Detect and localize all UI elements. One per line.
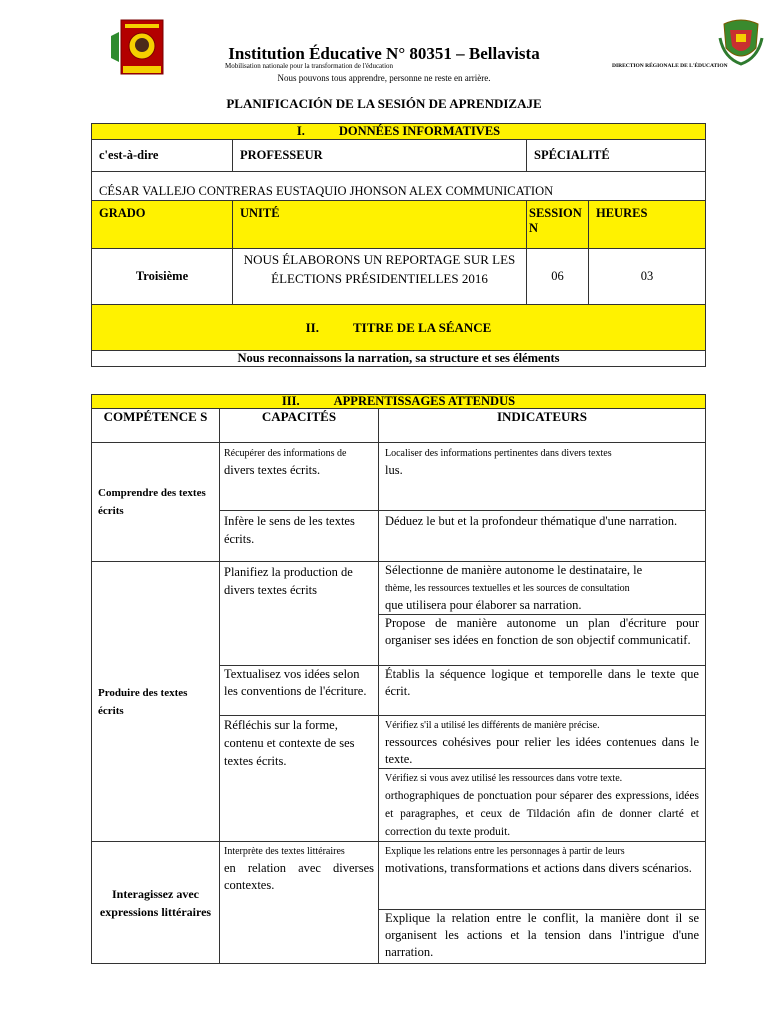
capacity-reflechis: Réfléchis sur la forme, contenu et contexte de ses textes écrits. (220, 716, 379, 842)
section-1-heading: I. DONNÉES INFORMATIVES (92, 124, 706, 140)
indicator-verifiez-ressources: Vérifiez s'il a utilisé les différents de manière précise. ressources cohésives pour relier les idées contenues dans le texte. (379, 716, 706, 769)
indicator-explique-conflit: Explique la relation entre le conflit, la manière dont il se organisent les actions et la tension dans l'intrigue d'une narration. (379, 910, 706, 964)
indicator-etablis: Établis la séquence logique et temporelle dans le texte que écrit. (379, 666, 706, 716)
indicator-propose: Propose de manière autonome un plan d'écriture pour organiser ses idées en fonction de son objectif communicatif. (379, 615, 706, 666)
school-motto: Nous pouvons tous apprendre, personne ne reste en arrière. (277, 73, 491, 83)
col-competence: COMPÉTENCE S (92, 409, 220, 443)
grade-value: Troisième (92, 249, 233, 305)
section-2-heading: II. TITRE DE LA SÉANCE (92, 305, 706, 351)
capacity-textualisez: Textualisez vos idées selon les conventions de l'écriture. (220, 666, 379, 716)
document-title: PLANIFICACIÓN DE LA SESIÓN DE APRENDIZAJE (226, 96, 542, 111)
competence-produire: Produire des textes écrits (92, 562, 220, 842)
indicator-explique-relations: Explique les relations entre les personnages à partir de leurs motivations, transformations et actions dans divers scénarios. (379, 842, 706, 910)
label-grado: GRADO (92, 201, 233, 249)
capacity-infere: Infère le sens de les textes écrits. (220, 511, 379, 562)
indicator-deduez: Déduez le but et la profondeur thématique d'une narration. (379, 511, 706, 562)
expected-learning-table (91, 394, 706, 964)
institution-title: Institution Éducative N° 80351 – Bellavista (228, 44, 540, 63)
indicator-selectionne: Sélectionne de manière autonome le destinataire, le thème, les ressources textuelles et les sources de consultation que utilisera pour élaborer sa narration. (379, 562, 706, 615)
indicator-verifiez-orthographe: Vérifiez si vous avez utilisé les ressources dans votre texte. orthographiques de ponctuation pour séparer des expressions, idées et paragraphes, et ceux de Tildación afin de donner clarté et correction du texte produit. (379, 769, 706, 842)
competence-comprendre: Comprendre des textes écrits (92, 443, 220, 562)
capacity-interprete: Interprète des textes littéraires en relation avec diverses contextes. (220, 842, 379, 964)
informative-data-table (91, 123, 706, 367)
competence-interagissez: Interagissez avec expressions littéraires (92, 842, 220, 964)
col-capacites: CAPACITÉS (220, 409, 379, 443)
capacity-recuperer: Récupérer des informations de divers textes écrits. (220, 443, 379, 511)
label-unite: UNITÉ (233, 201, 527, 249)
unit-value: NOUS ÉLABORONS UN REPORTAGE SUR LES ÉLECTIONS PRÉSIDENTIELLES 2016 (233, 249, 527, 305)
label-specialite: SPÉCIALITÉ (527, 140, 706, 172)
section-3-heading: III. APPRENTISSAGES ATTENDUS (92, 395, 706, 409)
teacher-info-line: CÉSAR VALLEJO CONTRERAS EUSTAQUIO JHONSON ALEX COMMUNICATION (92, 172, 706, 201)
label-cestadire: c'est-à-dire (92, 140, 233, 172)
label-professeur: PROFESSEUR (233, 140, 527, 172)
hours-value: 03 (589, 249, 706, 305)
institution-subtitle: Mobilisation nationale pour la transformation de l'éducation (225, 62, 394, 70)
session-title: Nous reconnaissons la narration, sa structure et ses éléments (92, 351, 706, 367)
indicator-localiser: Localiser des informations pertinentes dans divers textes lus. (379, 443, 706, 511)
col-indicateurs: INDICATEURS (379, 409, 706, 443)
session-value: 06 (527, 249, 589, 305)
regional-direction-label: DIRECTION RÉGIONALE DE L'ÉDUCATION (612, 63, 728, 69)
label-session: SESSION N (527, 201, 589, 249)
capacity-planifiez: Planifiez la production de divers textes écrits (220, 562, 379, 666)
label-heures: HEURES (589, 201, 706, 249)
